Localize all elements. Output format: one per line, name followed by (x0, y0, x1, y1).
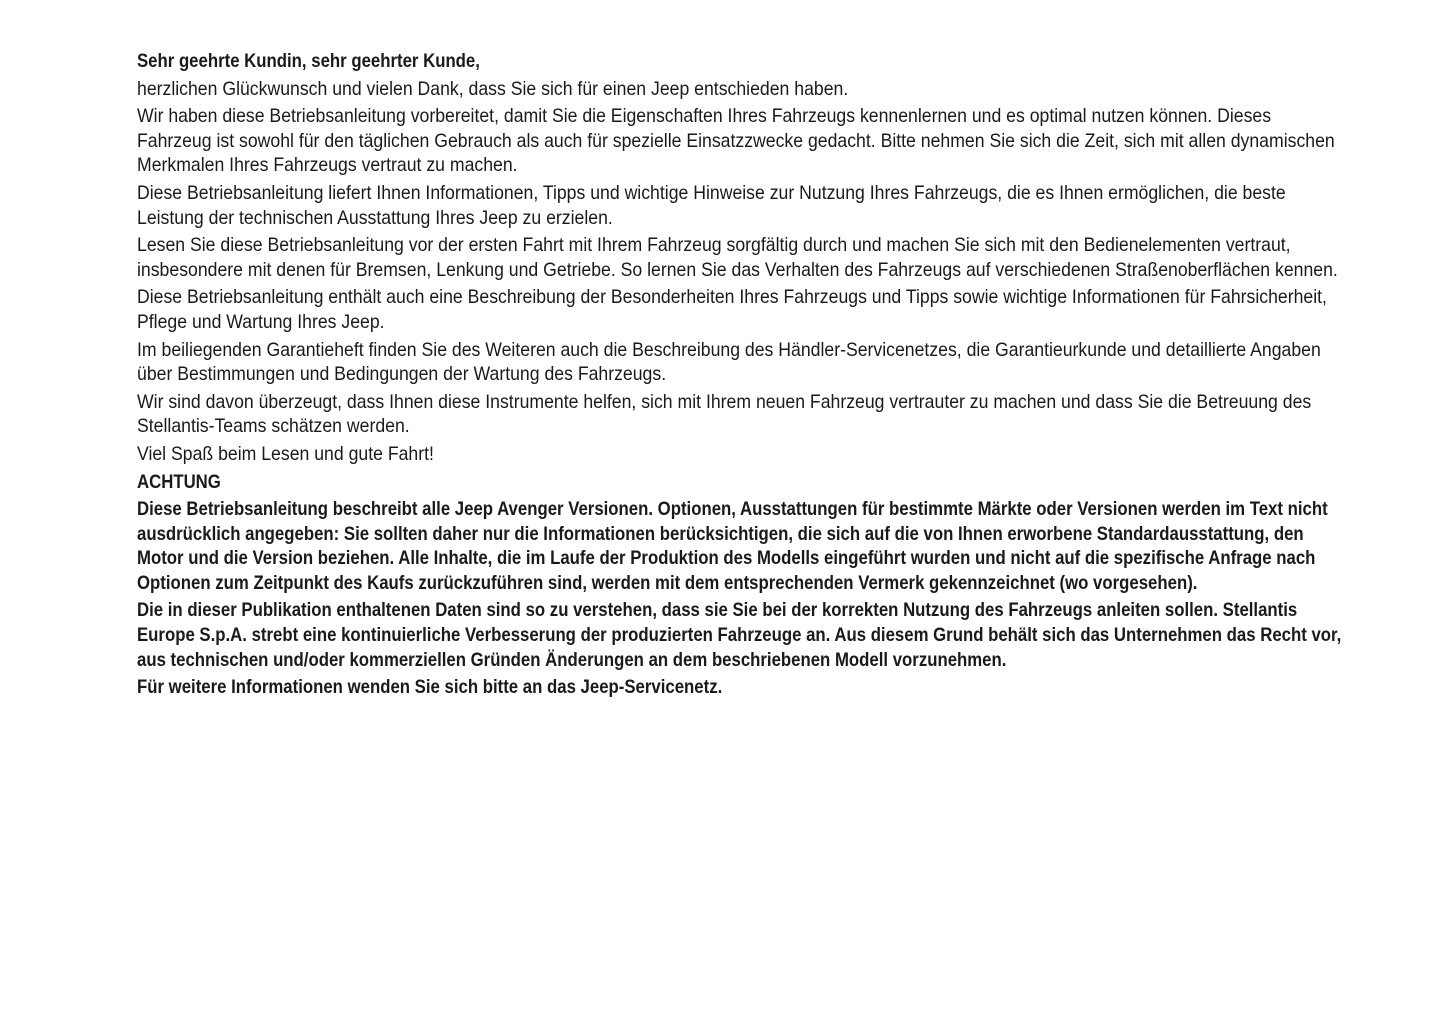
document-page (137, 49, 1342, 703)
warning-paragraph-service-network: Für weitere Informationen wenden Sie sich bitte an das Jeep-Servicenetz. (137, 676, 723, 699)
warning-paragraph-versions: Diese Betriebsanleitung beschreibt alle Jeep Avenger Versionen. Optionen, Ausstattungen für bestimmte Märkte oder Versionen werden im Text nicht ausdrücklich angegeben: Sie sollten daher nur die Informationen berücksichtigen, die sich auf die von Ihnen erworbene Standardausstattung, den Motor und die Version beziehen. Alle Inhalte, die im Laufe der Produktion des Modells eingeführt wurden und nicht auf die spezifische Anfrage nach Optionen zum Zeitpunkt des Kaufs zurückzuführen sind, werden mit dem entsprechenden Vermerk gekennzeichnet (wo vorgesehen). (137, 498, 1328, 594)
paragraph-purpose: Wir haben diese Betriebsanleitung vorbereitet, damit Sie die Eigenschaften Ihres Fahrzeugs kennenlernen und es optimal nutzen können. Dieses Fahrzeug ist sowohl für den täglichen Gebrauch als auch für spezielle Einsatzzwecke gedacht. Bitte nehmen Sie sich die Zeit, sich mit allen dynamischen Merkmalen Ihres Fahrzeugs vertraut zu machen. (137, 105, 1335, 177)
salutation: Sehr geehrte Kundin, sehr geehrter Kunde, (137, 50, 480, 72)
warning-paragraph-data: Die in dieser Publikation enthaltenen Daten sind so zu verstehen, dass sie Sie bei der korrekten Nutzung des Fahrzeugs anleiten sollen. Stellantis Europe S.p.A. strebt eine kontinuierliche Verbesserung der produzierten Fahrzeuge an. Aus diesem Grund behält sich das Unternehmen das Recht vor, aus technischen und/oder kommerziellen Gründen Änderungen an dem beschriebenen Modell vorzunehmen. (137, 599, 1342, 671)
paragraph-conviction: Wir sind davon überzeugt, dass Ihnen diese Instrumente helfen, sich mit Ihrem neuen Fahrzeug vertrauter zu machen und dass Sie die Betreuung des Stellantis-Teams schätzen werden. (137, 390, 1312, 438)
paragraph-closing: Viel Spaß beim Lesen und gute Fahrt! (137, 442, 434, 465)
paragraph-warranty-booklet: Im beiliegenden Garantieheft finden Sie des Weiteren auch die Beschreibung des Händler-Servicenetzes, die Garantieurkunde und detaillierte Angaben über Bestimmungen und Bedingungen der Wartung des Fahrzeugs. (137, 338, 1321, 386)
paragraph-information: Diese Betriebsanleitung liefert Ihnen Informationen, Tipps und wichtige Hinweise zur Nutzung Ihres Fahrzeugs, die es Ihnen ermöglichen, die beste Leistung der technischen Ausstattung Ihres Jeep zu erzielen. (137, 181, 1286, 229)
warning-title: ACHTUNG (137, 470, 221, 493)
paragraph-contents: Diese Betriebsanleitung enthält auch eine Beschreibung der Besonderheiten Ihres Fahrzeugs und Tipps sowie wichtige Informationen für Fahrsicherheit, Pflege und Wartung Ihres Jeep. (137, 286, 1327, 333)
paragraph-congratulations: herzlichen Glückwunsch und vielen Dank, dass Sie sich für einen Jeep entschieden haben. (137, 77, 849, 100)
paragraph-read-before-driving: Lesen Sie diese Betriebsanleitung vor der ersten Fahrt mit Ihrem Fahrzeug sorgfältig durch und machen Sie sich mit den Bedienelementen vertraut, insbesondere mit denen für Bremsen, Lenkung und Getriebe. So lernen Sie das Verhalten des Fahrzeugs auf verschiedenen Straßenoberflächen kennen. (137, 234, 1338, 281)
